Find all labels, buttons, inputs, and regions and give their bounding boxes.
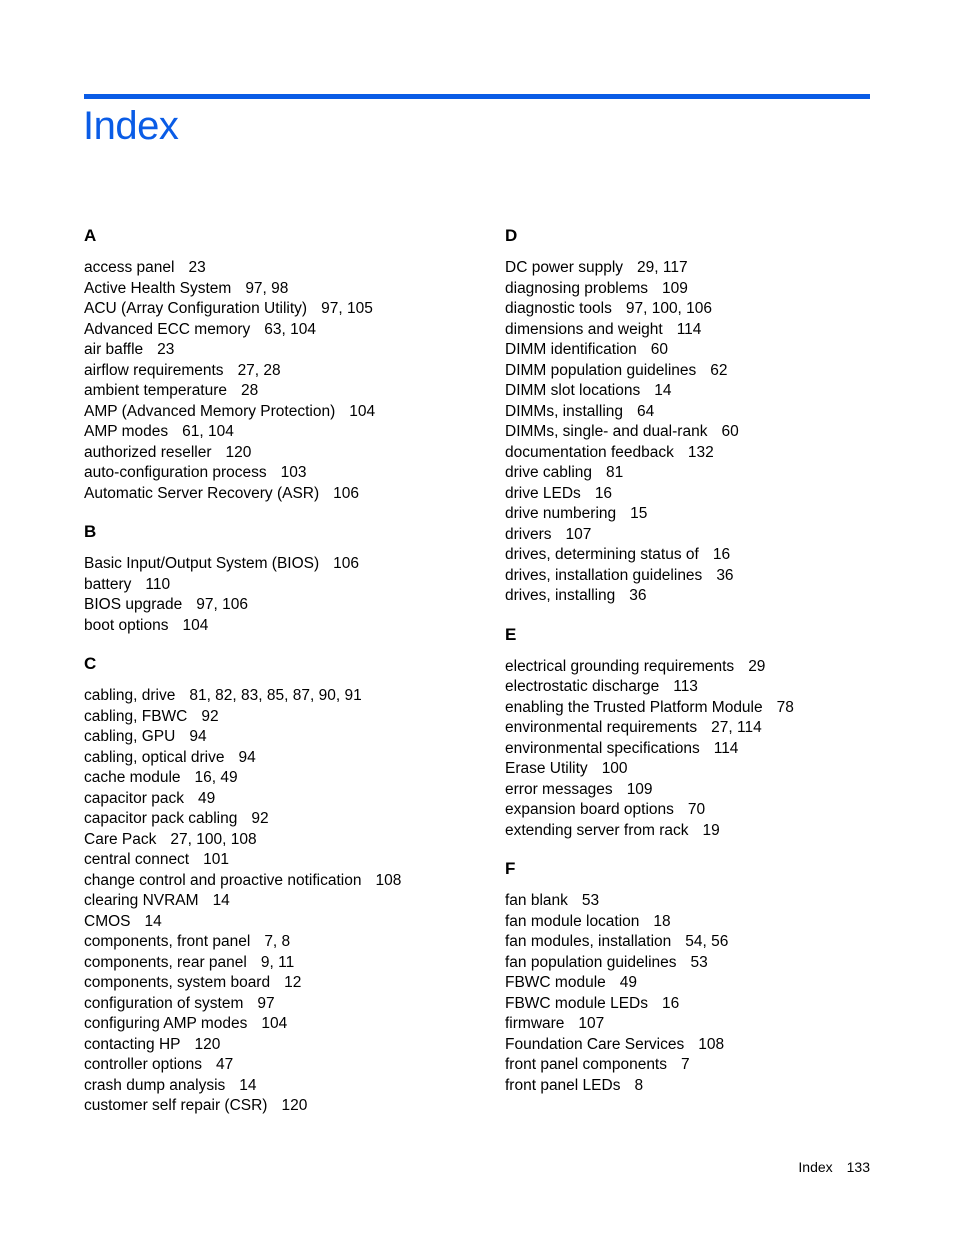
entry-term: components, rear panel — [84, 953, 247, 971]
entry-pages[interactable]: 92 — [201, 707, 219, 725]
index-column-left — [84, 222, 484, 1131]
entry-term: cabling, FBWC — [84, 707, 188, 725]
entry-pages[interactable]: 94 — [238, 748, 256, 766]
entry-term: enabling the Trusted Platform Module — [505, 698, 763, 716]
index-entry — [84, 320, 484, 341]
index-entry — [84, 443, 484, 464]
entry-term: front panel LEDs — [505, 1076, 621, 1094]
entry-term: DIMM identification — [505, 341, 637, 358]
entry-pages[interactable]: 49 — [197, 789, 216, 807]
index-entry — [505, 381, 905, 402]
entry-term: access panel — [84, 259, 175, 276]
entry-pages[interactable]: 16 — [661, 994, 680, 1012]
index-entry — [84, 768, 484, 789]
index-entry — [84, 1035, 484, 1056]
entry-term: fan module location — [505, 912, 640, 930]
entry-term: airflow requirements — [84, 361, 224, 379]
index-entry — [84, 850, 484, 871]
entry-pages[interactable]: 108 — [375, 871, 402, 889]
entry-term: electrostatic discharge — [505, 678, 660, 695]
index-entry — [505, 994, 905, 1015]
index-section-a — [84, 222, 484, 504]
entry-term: configuring AMP modes — [84, 1015, 248, 1032]
entry-term: DIMM population guidelines — [505, 361, 697, 379]
index-section-c — [84, 650, 484, 1117]
entry-term: cache module — [84, 769, 181, 786]
index-entry — [505, 566, 905, 587]
index-entry — [505, 759, 905, 780]
entry-term: change control and proactive notification — [84, 871, 362, 889]
entry-term: Foundation Care Services — [505, 1035, 685, 1053]
entry-term: boot options — [84, 616, 169, 634]
entry-pages[interactable]: 103 — [280, 464, 307, 481]
entry-term: contacting HP — [84, 1035, 181, 1053]
entry-term: expansion board options — [505, 801, 674, 818]
index-entry — [84, 402, 484, 423]
entry-pages[interactable]: 97, 100, 106 — [625, 300, 713, 317]
entry-term: error messages — [505, 780, 613, 798]
entry-pages[interactable]: 36 — [716, 566, 734, 584]
entry-pages[interactable]: 14 — [239, 1076, 257, 1094]
entry-pages[interactable]: 120 — [281, 1097, 308, 1114]
entry-term: Basic Input/Output System (BIOS) — [84, 555, 320, 572]
page-footer — [798, 1157, 870, 1177]
entry-pages[interactable]: 132 — [687, 443, 714, 461]
entry-term: cabling, optical drive — [84, 748, 225, 766]
section-letter: F — [505, 859, 516, 878]
entry-term: environmental specifications — [505, 739, 700, 757]
index-entry — [84, 463, 484, 484]
index-entry — [505, 586, 905, 607]
index-entry — [84, 912, 484, 933]
entry-pages[interactable]: 97, 105 — [321, 300, 373, 317]
entry-pages[interactable]: 60 — [721, 423, 739, 440]
entry-pages[interactable]: 14 — [654, 382, 672, 399]
entry-term: components, front panel — [84, 933, 251, 950]
entry-pages[interactable]: 64 — [637, 402, 655, 420]
entry-pages[interactable]: 18 — [653, 912, 671, 930]
entry-pages[interactable]: 104 — [349, 402, 376, 420]
index-entry — [505, 1076, 905, 1097]
entry-term: drives, installing — [505, 587, 616, 604]
entry-pages[interactable]: 60 — [650, 341, 669, 358]
entry-pages[interactable]: 62 — [710, 361, 728, 379]
entry-pages[interactable]: 53 — [690, 953, 708, 971]
entry-pages[interactable]: 49 — [619, 974, 638, 991]
entry-pages[interactable]: 61, 104 — [182, 423, 234, 440]
entry-pages[interactable]: 14 — [212, 892, 230, 909]
entry-term: central connect — [84, 851, 190, 868]
index-entry — [505, 443, 905, 464]
section-letter: C — [84, 654, 97, 673]
entry-pages[interactable]: 109 — [662, 279, 688, 297]
index-entry — [505, 739, 905, 760]
index-entry — [84, 871, 484, 892]
entry-term: DC power supply — [505, 259, 624, 276]
index-entry — [505, 780, 905, 801]
index-entry — [505, 912, 905, 933]
entry-term: drivers — [505, 525, 552, 543]
index-entry — [84, 575, 484, 596]
entry-pages[interactable]: 29, 117 — [637, 259, 688, 276]
index-entry — [84, 953, 484, 974]
index-entry — [84, 932, 484, 953]
entry-pages[interactable]: 27, 114 — [711, 719, 762, 736]
index-section-d — [505, 222, 905, 607]
entry-term: electrical grounding requirements — [505, 657, 735, 675]
index-entry — [84, 809, 484, 830]
entry-pages[interactable]: 94 — [189, 728, 207, 745]
entry-pages[interactable]: 107 — [565, 525, 592, 543]
entry-pages[interactable]: 107 — [578, 1015, 605, 1032]
entry-term: environmental requirements — [505, 719, 698, 736]
entry-term: controller options — [84, 1056, 203, 1073]
entry-pages[interactable]: 120 — [194, 1035, 221, 1053]
entry-term: components, system board — [84, 974, 271, 991]
entry-term: battery — [84, 575, 132, 593]
entry-term: Active Health System — [84, 279, 232, 297]
entry-term: cabling, drive — [84, 687, 176, 704]
index-entry — [84, 422, 484, 443]
entry-term: CMOS — [84, 912, 131, 930]
entry-pages[interactable]: 108 — [698, 1035, 725, 1053]
entry-pages[interactable]: 110 — [145, 575, 171, 593]
entry-term: BIOS upgrade — [84, 596, 183, 613]
index-entry — [84, 1055, 484, 1076]
index-entry — [505, 891, 905, 912]
index-entry — [505, 258, 905, 279]
entry-pages[interactable]: 70 — [687, 801, 706, 818]
index-entry — [505, 657, 905, 678]
entry-term: AMP (Advanced Memory Protection) — [84, 402, 336, 420]
index-entry — [505, 973, 905, 994]
entry-term: cabling, GPU — [84, 728, 176, 745]
entry-pages[interactable]: 47 — [216, 1056, 234, 1073]
entry-pages[interactable]: 109 — [626, 780, 653, 798]
entry-term: extending server from rack — [505, 821, 689, 839]
index-entry — [84, 1014, 484, 1035]
index-entry — [84, 258, 484, 279]
entry-term: ACU (Array Configuration Utility) — [84, 300, 308, 317]
entry-term: Care Pack — [84, 830, 157, 848]
entry-term: crash dump analysis — [84, 1076, 226, 1094]
index-entry — [84, 340, 484, 361]
index-entry — [505, 1035, 905, 1056]
entry-pages[interactable]: 36 — [629, 587, 647, 604]
entry-term: drives, determining status of — [505, 546, 699, 563]
entry-term: configuration of system — [84, 994, 244, 1012]
index-entry — [505, 800, 905, 821]
entry-term: fan blank — [505, 892, 568, 909]
page-title: Index — [83, 104, 179, 148]
entry-pages[interactable]: 114 — [713, 739, 739, 757]
entry-term: fan modules, installation — [505, 933, 672, 950]
index-entry — [505, 422, 905, 443]
entry-term: FBWC module LEDs — [505, 994, 648, 1012]
entry-term: customer self repair (CSR) — [84, 1097, 268, 1114]
index-entry — [84, 830, 484, 851]
entry-pages[interactable]: 104 — [182, 616, 209, 634]
entry-term: DIMM slot locations — [505, 382, 641, 399]
entry-pages[interactable]: 19 — [702, 821, 720, 839]
entry-term: Advanced ECC memory — [84, 320, 251, 338]
entry-pages[interactable]: 7 — [681, 1056, 690, 1073]
index-entry — [84, 973, 484, 994]
entry-term: DIMMs, installing — [505, 402, 623, 420]
index-entry — [505, 698, 905, 719]
index-section-b — [84, 518, 484, 636]
index-entry — [505, 545, 905, 566]
index-entry — [84, 484, 484, 505]
index-entry — [84, 686, 484, 707]
entry-pages[interactable]: 114 — [676, 320, 702, 338]
index-entry — [84, 891, 484, 912]
index-entry — [505, 504, 905, 525]
index-entry — [84, 1076, 484, 1097]
entry-pages[interactable]: 120 — [225, 443, 252, 461]
entry-term: drive numbering — [505, 505, 617, 522]
entry-term: front panel components — [505, 1056, 667, 1073]
index-entry — [505, 718, 905, 739]
entry-pages[interactable]: 16 — [594, 484, 613, 502]
index-column-right — [505, 222, 905, 1110]
title-rule — [84, 94, 870, 99]
entry-pages[interactable]: 16 — [712, 546, 731, 563]
index-entry — [84, 748, 484, 769]
entry-pages[interactable]: 15 — [630, 505, 648, 522]
entry-pages[interactable]: 28 — [241, 382, 259, 399]
entry-term: drive cabling — [505, 464, 593, 481]
index-entry — [505, 1055, 905, 1076]
entry-pages[interactable]: 9, 11 — [260, 953, 295, 971]
index-entry — [505, 932, 905, 953]
entry-pages[interactable]: 7, 8 — [264, 933, 291, 950]
index-entry — [84, 554, 484, 575]
index-entry — [505, 361, 905, 382]
index-entry — [84, 361, 484, 382]
index-entry — [505, 484, 905, 505]
index-entry — [84, 595, 484, 616]
entry-pages[interactable]: 81, 82, 83, 85, 87, 90, 91 — [189, 687, 362, 704]
entry-pages[interactable]: 92 — [251, 810, 269, 827]
section-letter: A — [84, 226, 97, 245]
entry-pages[interactable]: 97, 106 — [196, 596, 248, 613]
index-entry — [84, 616, 484, 637]
entry-pages[interactable]: 106 — [333, 484, 360, 502]
entry-pages[interactable]: 97, 98 — [245, 279, 289, 297]
entry-pages[interactable]: 27, 28 — [237, 361, 281, 379]
index-entry — [84, 727, 484, 748]
index-entry — [84, 381, 484, 402]
index-entry — [505, 402, 905, 423]
section-letter: B — [84, 522, 97, 541]
footer-label: Index — [798, 1159, 833, 1175]
entry-term: DIMMs, single- and dual-rank — [505, 423, 708, 440]
entry-pages[interactable]: 16, 49 — [194, 769, 238, 786]
index-entry — [505, 299, 905, 320]
entry-term: diagnostic tools — [505, 300, 612, 317]
entry-term: capacitor pack cabling — [84, 810, 238, 827]
index-entry — [84, 299, 484, 320]
entry-pages[interactable]: 14 — [144, 912, 162, 930]
index-entry — [505, 525, 905, 546]
entry-term: documentation feedback — [505, 443, 674, 461]
entry-pages[interactable]: 113 — [673, 678, 698, 695]
index-entry — [505, 340, 905, 361]
entry-pages[interactable]: 104 — [261, 1015, 288, 1032]
entry-term: FBWC module — [505, 974, 606, 991]
entry-pages[interactable]: 63, 104 — [264, 320, 316, 338]
entry-term: auto-configuration process — [84, 464, 267, 481]
index-entry — [505, 1014, 905, 1035]
section-letter: E — [505, 624, 517, 644]
entry-term: diagnosing problems — [505, 279, 649, 297]
entry-term: fan population guidelines — [505, 953, 677, 971]
index-entry — [505, 279, 905, 300]
entry-term: Erase Utility — [505, 760, 588, 777]
entry-pages[interactable]: 12 — [284, 974, 302, 991]
index-entry — [505, 677, 905, 698]
entry-pages[interactable]: 23 — [188, 259, 206, 276]
index-section-e — [505, 621, 905, 842]
entry-pages[interactable]: 97 — [257, 994, 275, 1012]
entry-term: ambient temperature — [84, 382, 228, 399]
index-entry — [84, 1096, 484, 1117]
entry-pages[interactable]: 54, 56 — [685, 933, 729, 950]
entry-pages[interactable]: 8 — [634, 1076, 644, 1094]
entry-term: drives, installation guidelines — [505, 566, 703, 584]
entry-term: AMP modes — [84, 423, 169, 440]
entry-pages[interactable]: 106 — [333, 555, 360, 572]
entry-term: capacitor pack — [84, 789, 184, 807]
entry-term: Automatic Server Recovery (ASR) — [84, 484, 320, 502]
index-entry — [505, 463, 905, 484]
index-entry — [84, 789, 484, 810]
index-entry — [505, 821, 905, 842]
entry-pages[interactable]: 101 — [203, 851, 229, 868]
index-entry — [84, 994, 484, 1015]
entry-pages[interactable]: 100 — [601, 760, 628, 777]
index-entry — [505, 320, 905, 341]
entry-pages[interactable]: 29 — [748, 657, 766, 675]
entry-term: air baffle — [84, 341, 144, 358]
entry-term: dimensions and weight — [505, 320, 663, 338]
index-section-f — [505, 855, 905, 1096]
entry-term: drive LEDs — [505, 484, 581, 502]
entry-pages[interactable]: 53 — [581, 892, 600, 909]
index-entry — [84, 707, 484, 728]
entry-pages[interactable]: 23 — [157, 341, 175, 358]
entry-pages[interactable]: 27, 100, 108 — [170, 830, 257, 848]
entry-term: firmware — [505, 1015, 565, 1032]
index-entry — [505, 953, 905, 974]
entry-pages[interactable]: 81 — [606, 464, 624, 481]
index-entry — [84, 279, 484, 300]
entry-term: clearing NVRAM — [84, 892, 199, 909]
entry-term: authorized reseller — [84, 443, 212, 461]
section-letter: D — [505, 226, 518, 245]
entry-pages[interactable]: 78 — [776, 698, 794, 716]
page-number: 133 — [846, 1159, 870, 1175]
